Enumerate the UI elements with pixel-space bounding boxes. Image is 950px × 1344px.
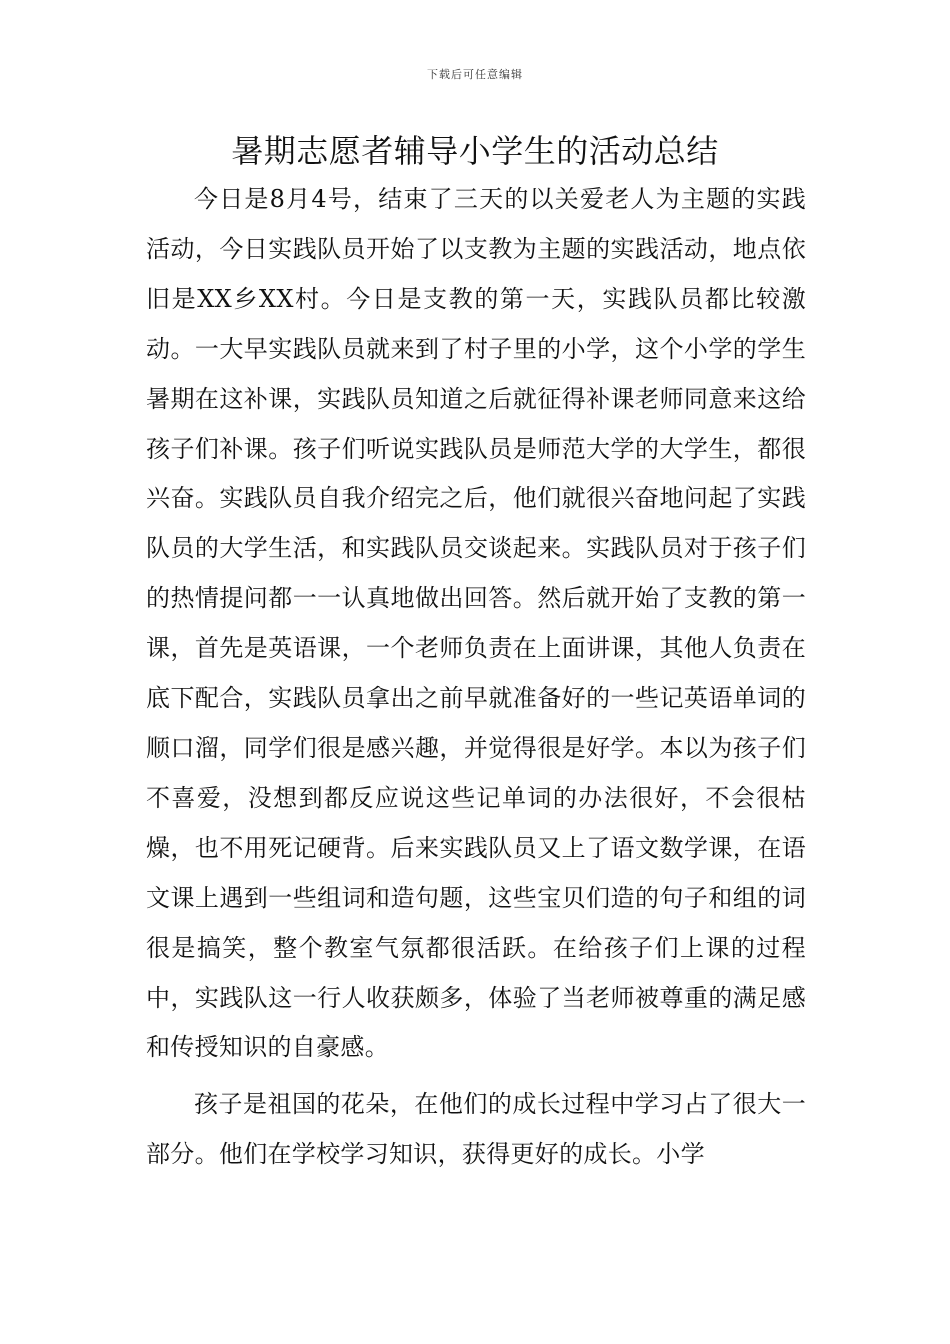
document-title: 暑期志愿者辅导小学生的活动总结: [231, 132, 719, 170]
document-body: [146, 175, 806, 1180]
header-note: 下载后可任意编辑: [427, 68, 523, 81]
paragraph-1: 今日是8月4号，结束了三天的以关爱老人为主题的实践活动，今日实践队员开始了以支教为主题的实践活动，地点依旧是XX乡XX村。今日是支教的第一天，实践队员都比较激动。一大早实践队员就来到了村子里的小学，这个小学的学生暑期在这补课，实践队员知道之后就征得补课老师同意来这给孩子们补课。孩子们听说实践队员是师范大学的大学生，都很兴奋。实践队员自我介绍完之后，他们就很兴奋地问起了实践队员的大学生活，和实践队员交谈起来。实践队员对于孩子们的热情提问都一一认真地做出回答。然后就开始了支教的第一课，首先是英语课，一个老师负责在上面讲课，其他人负责在底下配合，实践队员拿出之前早就准备好的一些记英语单词的顺口溜，同学们很是感兴趣，并觉得很是好学。本以为孩子们不喜爱，没想到都反应说这些记单词的办法很好，不会很枯燥，也不用死记硬背。后来实践队员又上了语文数学课，在语文课上遇到一些组词和造句题，这些宝贝们造的句子和组的词很是搞笑，整个教室气氛都很活跃。在给孩子们上课的过程中，实践队这一行人收获颇多，体验了当老师被尊重的满足感和传授知识的自豪感。: [146, 185, 806, 1062]
paragraph-2: 孩子是祖国的花朵，在他们的成长过程中学习占了很大一部分。他们在学校学习知识，获得更好的成长。小学: [146, 1090, 806, 1169]
